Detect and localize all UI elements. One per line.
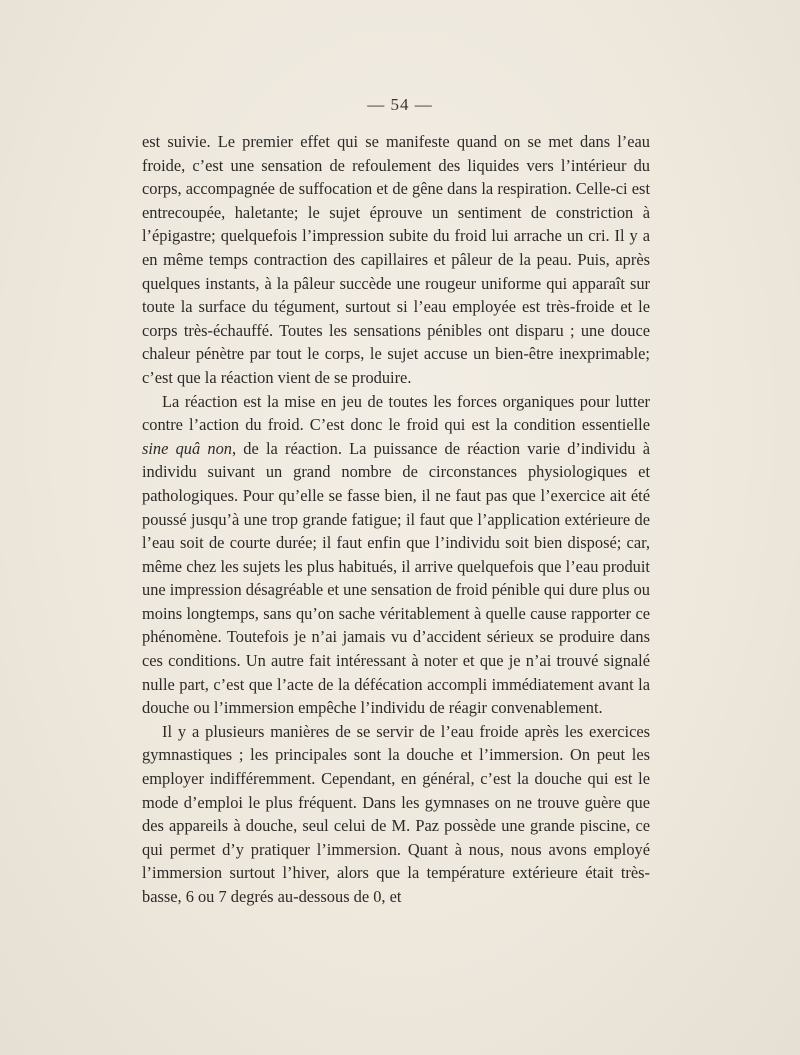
paragraph-2-text-before: La réaction est la mise en jeu de toutes les forces organiques pour lutter contre l’action du froid. C’est donc le froid qui est la condition essentielle — [142, 391, 650, 435]
page-number: — 54 — — [367, 95, 433, 114]
paragraph-2-text-after: , de la réaction. La puissance de réaction varie d’individu à individu suivant un grand nombre de circonstances physiologiques et pathologiques. Pour qu’elle se fasse bien, il ne faut pas que l’exercice ait été poussé jusqu’à une trop grande fatigue; il faut que l’application extérieure de l’eau soit de courte durée; il faut enfin que l’individu soit bien disposé; car, même chez les sujets les plus habitués, il arrive quelquefois que l’eau produit une impression désagréable et une sensation de froid pénible qui dure plus ou moins longtemps, sans qu’on sache véritablement à quelle cause rapporter ce phénomène. Toutefois je n’ai jamais vu d’accident sérieux se produire dans ces conditions. Un autre fait intéressant à noter et que je n’ai trouvé signalé nulle part, c’est que l’acte de la défécation accompli immédiatement avant la douche ou l’immersion empêche l’individu de réagir convenablement. — [142, 438, 650, 718]
paragraph-3: Il y a plusieurs manières de se servir de l’eau froide après les exercices gymnastiques ; les principales sont la douche et l’immersion. On peut les employer indifféremment. Cependant, en général, c’est la douche qui est le mode d’emploi le plus fréquent. Dans les gymnases on ne trouve guère que des appareils à douche, seul celui de M. Paz possède une grande piscine, ce qui permet d’y pratiquer l’immersion. Quant à nous, nous avons employé l’immersion surtout l’hiver, alors que la température extérieure était très-basse, 6 ou 7 degrés au-dessous de 0, et — [142, 721, 650, 906]
paragraph-2 — [142, 390, 650, 720]
paragraph-2-italic-phrase: sine quâ non — [142, 438, 232, 458]
body-text — [142, 130, 650, 909]
paragraph-1: est suivie. Le premier effet qui se manifeste quand on se met dans l’eau froide, c’est une sensation de refoulement des liquides vers l’intérieur du corps, accompagnée de suffocation et de gêne dans la respiration. Celle-ci est entrecoupée, haletante; le sujet éprouve un sentiment de constriction à l’épigastre; quelquefois l’impression subite du froid lui arrache un cri. Il y a en même temps contraction des capillaires et pâleur de la peau. Puis, après quelques instants, à la pâleur succède une rougeur uniforme qui apparaît sur toute la surface du tégument, surtout si l’eau employée est très-froide et le corps très-échauffé. Toutes les sensations pénibles ont disparu ; une douce chaleur pénètre par tout le corps, le sujet accuse un bien-être inexprimable; c’est que la réaction vient de se produire. — [142, 132, 650, 387]
